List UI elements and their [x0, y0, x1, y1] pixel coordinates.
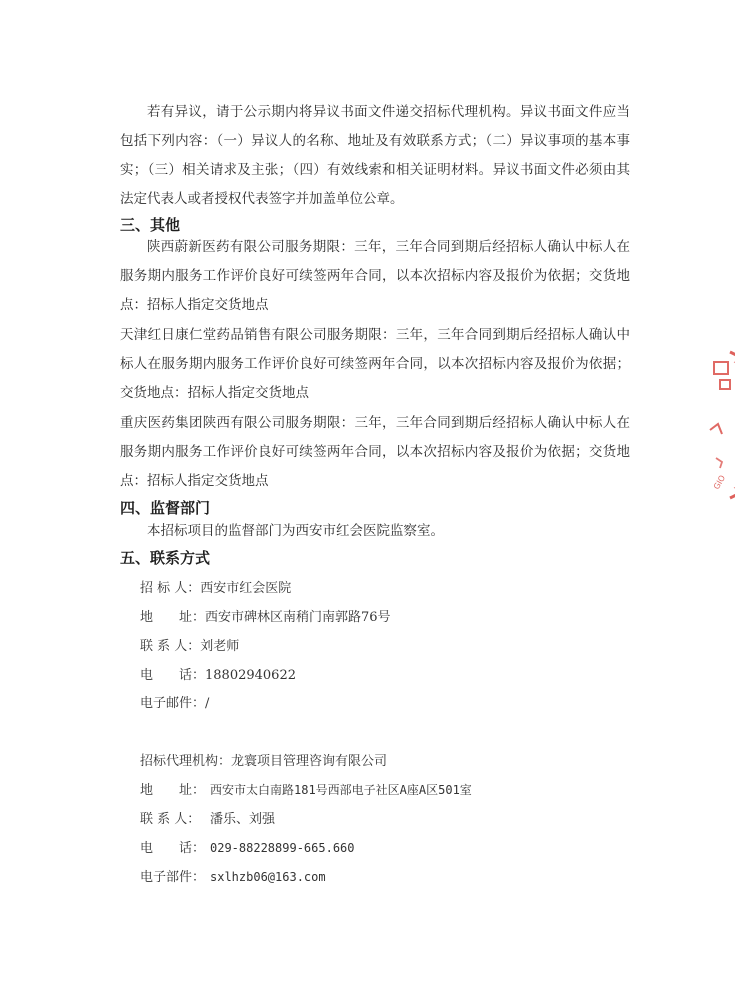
- objection-paragraph: 若有异议，请于公示期内将异议书面文件递交招标代理机构。异议书面文件应当包括下列内容：（一）异议人的名称、地址及有效联系方式；（二）异议事项的基本事实；（三）相关请求及主张；（四）有效线索和相关证明材料。异议书面文件必须由其法定代表人或者授权代表签字并加盖单位公章。: [120, 104, 630, 207]
- tenderer-name: 西安市红会医院: [200, 581, 292, 596]
- section-3-title: 三、其他: [120, 216, 181, 234]
- agency-contact-row: [140, 808, 275, 827]
- tenderer-contact-row: [140, 635, 239, 654]
- agency-address-label: 地 址：: [140, 783, 206, 798]
- agency-phone-label: 电 话：: [140, 841, 206, 856]
- agency-address-row: [140, 779, 472, 798]
- section-4-title: 四、监督部门: [120, 499, 211, 517]
- seal-stamp: [690, 340, 735, 510]
- tenderer-name-label: 招 标 人：: [140, 581, 201, 596]
- tenderer-phone-label: 电 话：: [140, 668, 206, 683]
- tenderer-address: 西安市碑林区南稍门南郭路76号: [205, 610, 391, 625]
- tenderer-email-row: [140, 692, 209, 711]
- agency-name-label: 招标代理机构：: [140, 754, 232, 769]
- agency-name-row: [140, 750, 387, 769]
- agency-email: sxlhzb06@163.com: [210, 870, 326, 884]
- agency-phone-row: [140, 837, 355, 856]
- agency-email-row: [140, 866, 326, 885]
- section-5-title: 五、联系方式: [120, 549, 211, 567]
- tenderer-phone-row: [140, 664, 296, 683]
- seal-stamp-icon: [690, 340, 735, 510]
- tenderer-email-label: 电子邮件：: [140, 696, 206, 711]
- agency-name: 龙寰项目管理咨询有限公司: [231, 754, 388, 769]
- section-3-item-3: 重庆医药集团陕西有限公司服务期限：三年，三年合同到期后经招标人确认中标人在服务期内服务工作评价良好可续签两年合同，以本次招标内容及报价为依据；交货地点：招标人指定交货地点: [120, 415, 630, 489]
- svg-text:GIO: GIO: [711, 473, 728, 491]
- agency-phone: 029-88228899-665.660: [210, 841, 355, 855]
- tenderer-name-row: [140, 577, 291, 596]
- tenderer-email: /: [205, 696, 210, 711]
- agency-contact-label: 联 系 人：: [140, 812, 201, 827]
- section-3-item-1: 陕西蔚新医药有限公司服务期限：三年，三年合同到期后经招标人确认中标人在服务期内服务工作评价良好可续签两年合同，以本次招标内容及报价为依据；交货地点：招标人指定交货地点: [120, 239, 630, 313]
- tenderer-contact: 刘老师: [200, 639, 240, 654]
- section-4-text: 本招标项目的监督部门为西安市红会医院监察室。: [147, 523, 444, 539]
- agency-contact: 潘乐、刘强: [210, 812, 276, 827]
- section-3-item-2: 天津红日康仁堂药品销售有限公司服务期限：三年，三年合同到期后经招标人确认中标人在服务期内服务工作评价良好可续签两年合同，以本次招标内容及报价为依据；交货地点：招标人指定交货地点: [120, 327, 630, 401]
- tenderer-address-row: [140, 606, 391, 625]
- tenderer-phone: 18802940622: [205, 668, 296, 683]
- agency-address: 西安市太白南路181号西部电子社区A座A区501室: [210, 783, 472, 797]
- tenderer-contact-label: 联 系 人：: [140, 639, 201, 654]
- tenderer-address-label: 地 址：: [140, 610, 206, 625]
- agency-email-label: 电子部件：: [140, 870, 206, 885]
